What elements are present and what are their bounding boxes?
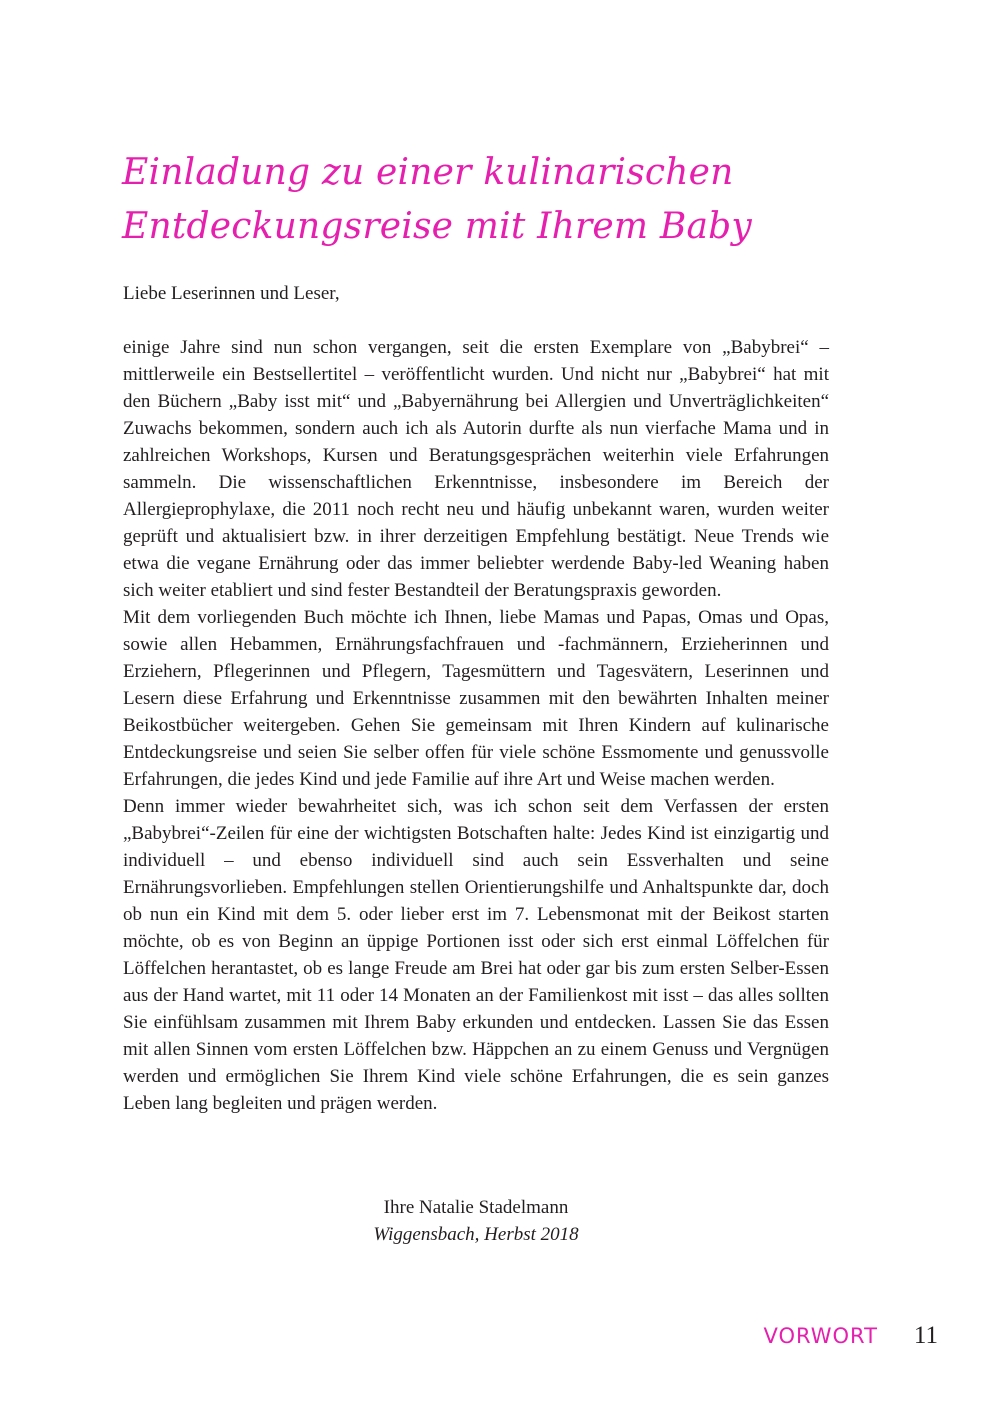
paragraph-2: Mit dem vorliegenden Buch möchte ich Ihnen, liebe Mamas und Papas, Omas und Opas, sowie allen Hebammen, Ernährungsfachfrauen und -fachmännern, Erzieherinnen und Erziehern, Pflegerinnen und Pflegern, Tagesmüttern und Tagesvätern, Leserinnen und Lesern diese Erfahrung und Erkenntnisse zusammen mit den bewährten Inhalten meiner Beikostbücher weitergeben. Gehen Sie gemeinsam mit Ihren Kindern auf kulinarische Entdeckungsreise und seien Sie selber offen für viele schöne Essmomente und genussvolle Erfahrungen, die jedes Kind und jede Familie auf ihre Art und Weise machen werden. xyxy=(123,607,829,790)
salutation: Liebe Leserinnen und Leser, xyxy=(123,283,340,304)
chapter-heading-line-2: Entdeckungsreise mit Ihrem Baby xyxy=(122,206,752,247)
page-number: 11 xyxy=(913,1322,938,1349)
page-footer xyxy=(763,1321,938,1351)
paragraph-1: einige Jahre sind nun schon vergangen, seit die ersten Exemplare von „Babybrei“ – mittlerweile ein Bestsellertitel – veröffentlicht wurden. Und nicht nur „Babybrei“ hat mit den Büchern „Baby isst mit“ und „Babyernährung bei Allergien und Unverträglichkeiten“ Zuwachs bekommen, sondern auch ich als Autorin durfte als nun vierfache Mama und in zahlreichen Workshops, Kursen und Beratungsgesprächen weiterhin viele Erfahrungen sammeln. Die wissenschaftlichen Erkenntnisse, insbesondere im Bereich der Allergieprophylaxe, die 2011 noch recht neu und häufig unbekannt waren, wurden weiter geprüft und aktualisiert bzw. in ihrer derzeitigen Empfehlung bestätigt. Neue Trends wie etwa die vegane Ernährung oder das immer beliebter werdende Baby-led Weaning haben sich weiter etabliert und sind fester Bestandteil der Beratungspraxis geworden. xyxy=(123,337,829,601)
chapter-heading-line-1: Einladung zu einer kulinarischen xyxy=(122,152,734,193)
place-and-date: Wiggensbach, Herbst 2018 xyxy=(373,1224,579,1245)
paragraph-3: Denn immer wieder bewahrheitet sich, was ich schon seit dem Verfassen der ersten „Babybrei“-Zeilen für eine der wichtigsten Botschaften halte: Jedes Kind ist einzigartig und individuell – und ebenso individuell sind auch sein Essverhalten und seine Ernährungsvorlieben. Empfehlungen stellen Orientierungshilfe und Anhaltspunkte dar, doch ob nun ein Kind mit dem 5. oder lieber erst im 7. Lebensmonat mit der Beikost starten möchte, ob es von Beginn an üppige Portionen isst oder sich erst einmal Löffelchen für Löffelchen herantastet, ob es lange Freude am Brei hat oder gar bis zum ersten Selber-Essen aus der Hand wartet, mit 11 oder 14 Monaten an der Familienkost mit isst – das alles sollten Sie einfühlsam zusammen mit Ihrem Baby erkunden und entdecken. Lassen Sie das Essen mit allen Sinnen vom ersten Löffelchen bzw. Häppchen an zu einem Genuss und Vergnügen werden und ermöglichen Sie Ihrem Kind viele schöne Erfahrungen, die es sein ganzes Leben lang begleiten und prägen werden. xyxy=(123,796,829,1114)
signature-block xyxy=(123,1194,829,1248)
section-label: VORWORT xyxy=(763,1324,878,1348)
body-text xyxy=(123,334,829,1117)
chapter-heading xyxy=(122,146,752,254)
author-name: Ihre Natalie Stadelmann xyxy=(383,1197,569,1218)
